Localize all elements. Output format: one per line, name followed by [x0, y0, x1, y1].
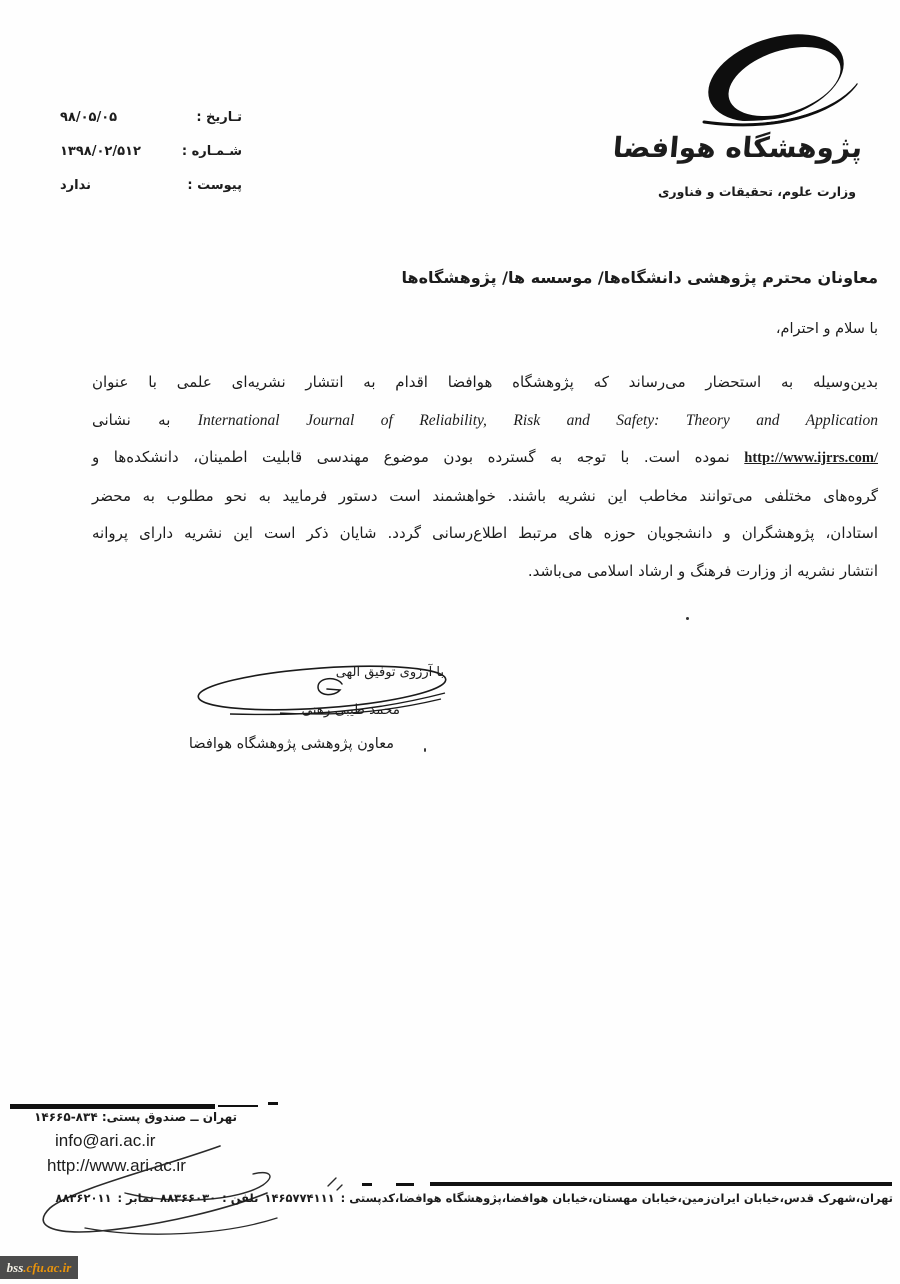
- signature-blessing: با آرزوی توفیق الهی: [335, 665, 444, 680]
- body-line-5: استادان، پژوهشگران و دانشجویان حوزه های مرتبط اطلاع‌رسانی گردد. شایان ذکر است این نشریه دارای پروانه: [92, 524, 878, 542]
- pobox-label: تهران ــ صندوق پستی:: [101, 1110, 237, 1124]
- recipient-heading: معاونان محترم پژوهشی دانشگاه‌ها/ موسسه ها/ پژوهشگاه‌ها: [401, 268, 878, 287]
- footer-divider-left: [10, 1104, 215, 1109]
- footer-address-line: [53, 1191, 893, 1205]
- signature-scribble-icon: [110, 658, 460, 728]
- pobox-number: ۱۴۶۶۵-۸۳۴: [34, 1110, 98, 1124]
- salutation: با سلام و احترام،: [775, 321, 878, 337]
- body-line-1: بدین‌وسیله به استحضار می‌رساند که پژوهشگاه هوافضا اقدام به انتشار نشریه‌ای علمی با عنوان: [92, 373, 878, 391]
- letter-body: [92, 364, 878, 590]
- fax-label: نمابر :: [117, 1191, 154, 1205]
- attachment-value: ندارد: [60, 178, 92, 193]
- body-line-6: انتشار نشریه از وزارت فرهنگ و ارشاد اسلامی می‌باشد.: [527, 561, 878, 580]
- signer-title: معاون پژوهشی پژوهشگاه هوافضا: [188, 736, 394, 752]
- footer-divider-right: [430, 1182, 892, 1186]
- ink-dot: [424, 748, 426, 752]
- email-address[interactable]: info@ari.ac.ir: [55, 1131, 156, 1150]
- date-value: ۹۸/۰۵/۰۵: [60, 110, 118, 125]
- fax-number: ۸۸۳۶۲۰۱۱: [55, 1191, 112, 1205]
- watermark-suffix: .cfu.ac.ir: [23, 1259, 72, 1275]
- body-line-2: [92, 402, 878, 440]
- journal-title-english: International Journal of Reliability, Risk and Safety: Theory and Application: [197, 411, 878, 429]
- attachment-row: [60, 178, 242, 193]
- number-label: شـمـاره :: [181, 144, 242, 159]
- date-row: [60, 110, 242, 125]
- attachment-label: پیوست :: [187, 178, 242, 193]
- journal-url-link[interactable]: http://www.ijrrs.com/: [744, 450, 878, 466]
- ink-dot: [686, 617, 689, 620]
- ministry-subtitle: وزارت علوم، تحقیقات و فناوری: [657, 184, 856, 199]
- number-value: ۱۳۹۸/۰۲/۵۱۲: [60, 144, 141, 159]
- footer-divider-tick: [268, 1102, 278, 1105]
- body-line-3: [92, 439, 878, 478]
- body-line-4: گروه‌های مختلفی می‌توانند مخاطب این نشریه باشند. خواهشمند است دستور فرمایید به نحو مطلوب به محضر: [92, 486, 878, 505]
- watermark-badge: [0, 1256, 78, 1279]
- body-line-2-fa: به نشانی: [92, 410, 171, 429]
- body-line-3-fa: نموده است. با توجه به گسترده بودن موضوع مهندسی قابلیت اطمینان، دانشکده‌ها و: [92, 448, 730, 466]
- website-url[interactable]: http://www.ari.ac.ir: [47, 1156, 186, 1175]
- number-row: [60, 144, 242, 159]
- footer-divider-dash-small: [396, 1183, 414, 1186]
- watermark-prefix: bss: [6, 1259, 24, 1275]
- pobox-line: [34, 1110, 237, 1124]
- postal-code: ۱۴۶۵۷۷۴۱۱۱: [264, 1191, 335, 1205]
- institute-name-calligraphy: پژوهشگاه هوافضا: [611, 131, 864, 164]
- footer-divider-dash: [218, 1105, 258, 1107]
- phone-number: ۸۸۳۶۶۰۳۰: [159, 1191, 217, 1205]
- aerospace-logo-swoosh-icon: [688, 26, 868, 138]
- phone-label: تلفن :: [222, 1191, 259, 1205]
- signer-name: محمد طیبی رهنی: [301, 702, 400, 718]
- date-label: تـاریخ :: [196, 110, 242, 125]
- street-address: تهران،شهرک قدس،خیابان ایران‌زمین،خیابان مهستان،خیابان هوافضا،پژوهشگاه هوافضا،کدپستی :: [340, 1191, 893, 1205]
- footer-divider-dash-small: [362, 1183, 372, 1186]
